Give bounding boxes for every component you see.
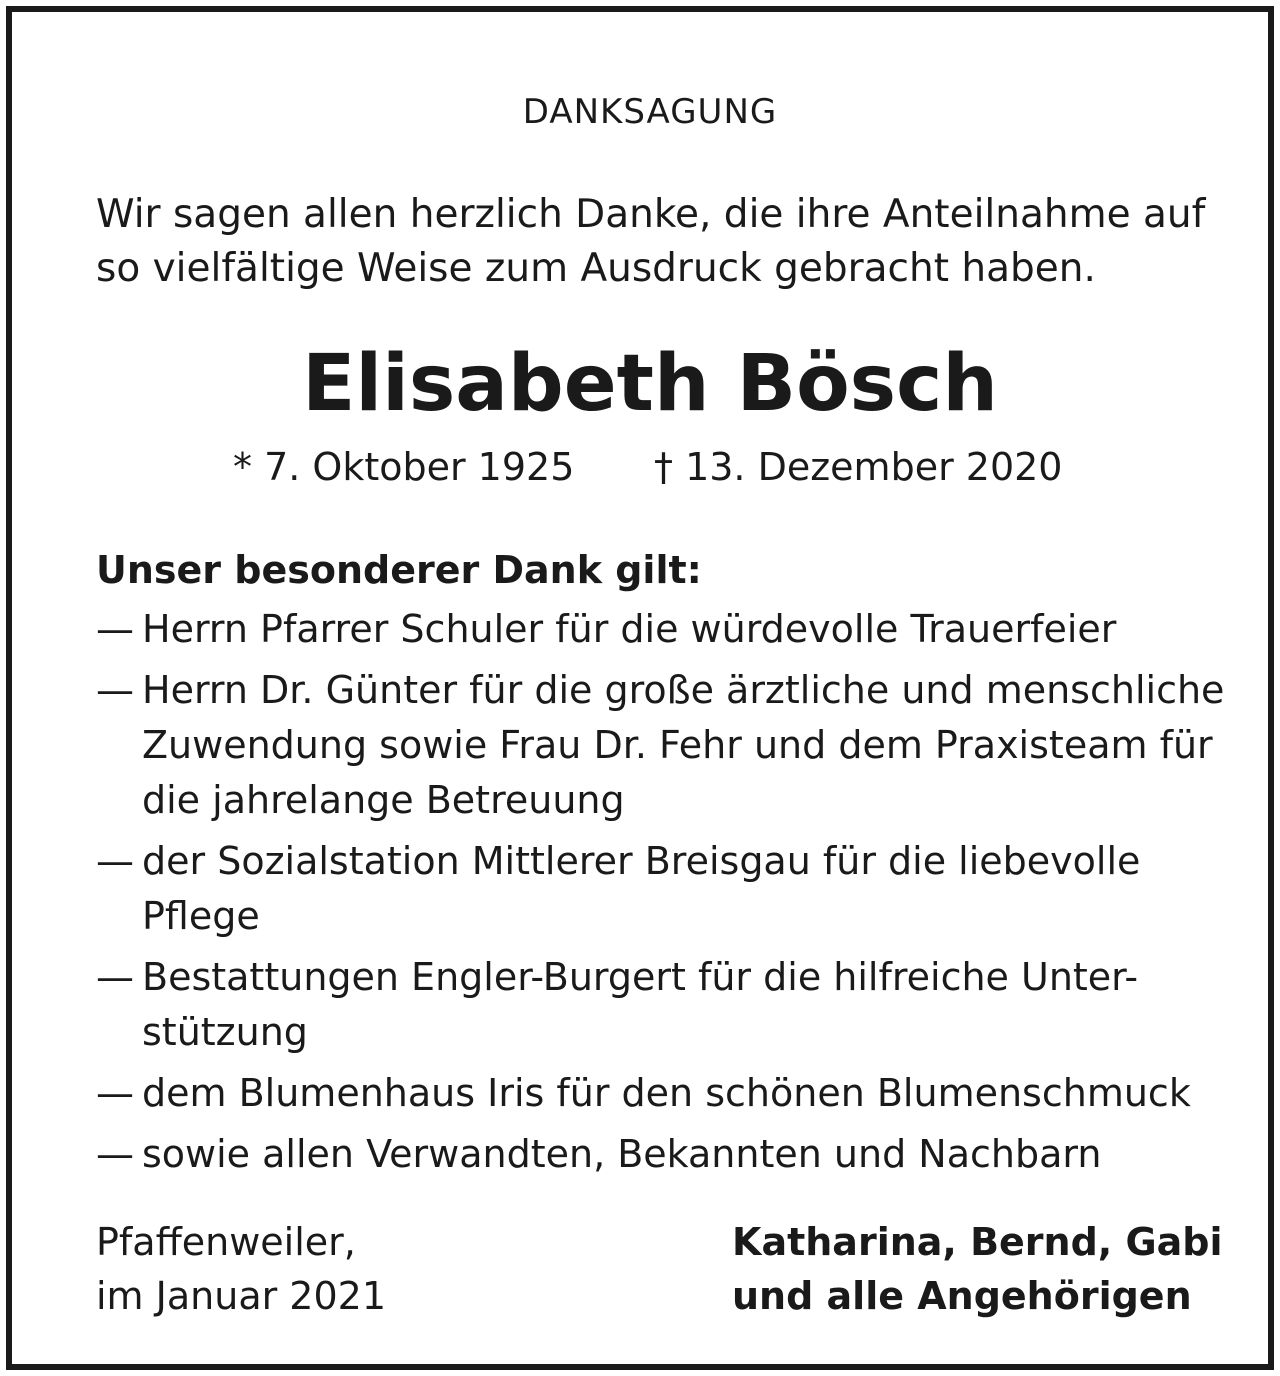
place-line: Pfaffenweiler,: [96, 1220, 356, 1264]
death-date: † 13. Dezember 2020: [654, 445, 1063, 489]
dash-bullet: —: [96, 839, 134, 883]
thanks-title: Unser besonderer Dank gilt:: [96, 548, 702, 592]
dash-bullet: —: [96, 1071, 134, 1115]
thanks-item: [96, 950, 1204, 1060]
thanks-item-line: dem Blumenhaus Iris für den schönen Blumenschmuck: [142, 1071, 1191, 1115]
thanks-item: [96, 1127, 1204, 1182]
thanks-item-line: die jahrelange Betreuung: [142, 778, 625, 822]
thanks-item: [96, 602, 1204, 657]
signature-line: und alle Angehörigen: [732, 1274, 1192, 1318]
signature: [732, 1215, 1223, 1323]
thanks-item-line: Herrn Dr. Günter für die große ärztliche und menschliche: [142, 668, 1225, 712]
birth-date: * 7. Oktober 1925: [233, 445, 575, 489]
intro-line: so vielfältige Weise zum Ausdruck gebracht haben.: [96, 246, 1096, 291]
thanks-item-line: Zuwendung sowie Frau Dr. Fehr und dem Praxisteam für: [142, 723, 1213, 767]
thanks-item: [96, 1066, 1204, 1121]
thanks-item: [96, 663, 1225, 828]
dash-bullet: —: [96, 1132, 134, 1176]
thanks-item-line: der Sozialstation Mittlerer Breisgau für die liebevolle: [142, 839, 1141, 883]
place-date: [96, 1215, 386, 1323]
thanks-item-line: Herrn Pfarrer Schuler für die würdevolle Trauerfeier: [142, 607, 1117, 651]
dash-bullet: —: [96, 607, 134, 651]
dash-bullet: —: [96, 955, 134, 999]
intro-text: [96, 188, 1204, 296]
notice-frame: [6, 6, 1274, 1370]
thanks-item-line: Bestattungen Engler-Burgert für die hilfreiche Unter-: [142, 955, 1139, 999]
thanks-item: [96, 834, 1204, 944]
thanks-item-line: sowie allen Verwandten, Bekannten und Nachbarn: [142, 1132, 1102, 1176]
deceased-name: Elisabeth Bösch: [302, 339, 998, 429]
dash-bullet: —: [96, 668, 134, 712]
thanks-item-line: Pflege: [142, 894, 260, 938]
signature-line: Katharina, Bernd, Gabi: [732, 1220, 1223, 1264]
thanks-item-line: stützung: [142, 1010, 308, 1054]
thanks-list: [96, 602, 1225, 1188]
date-line: im Januar 2021: [96, 1274, 387, 1318]
intro-line: Wir sagen allen herzlich Danke, die ihre Anteilnahme auf: [96, 192, 1206, 237]
notice-heading: DANKSAGUNG: [522, 92, 778, 132]
